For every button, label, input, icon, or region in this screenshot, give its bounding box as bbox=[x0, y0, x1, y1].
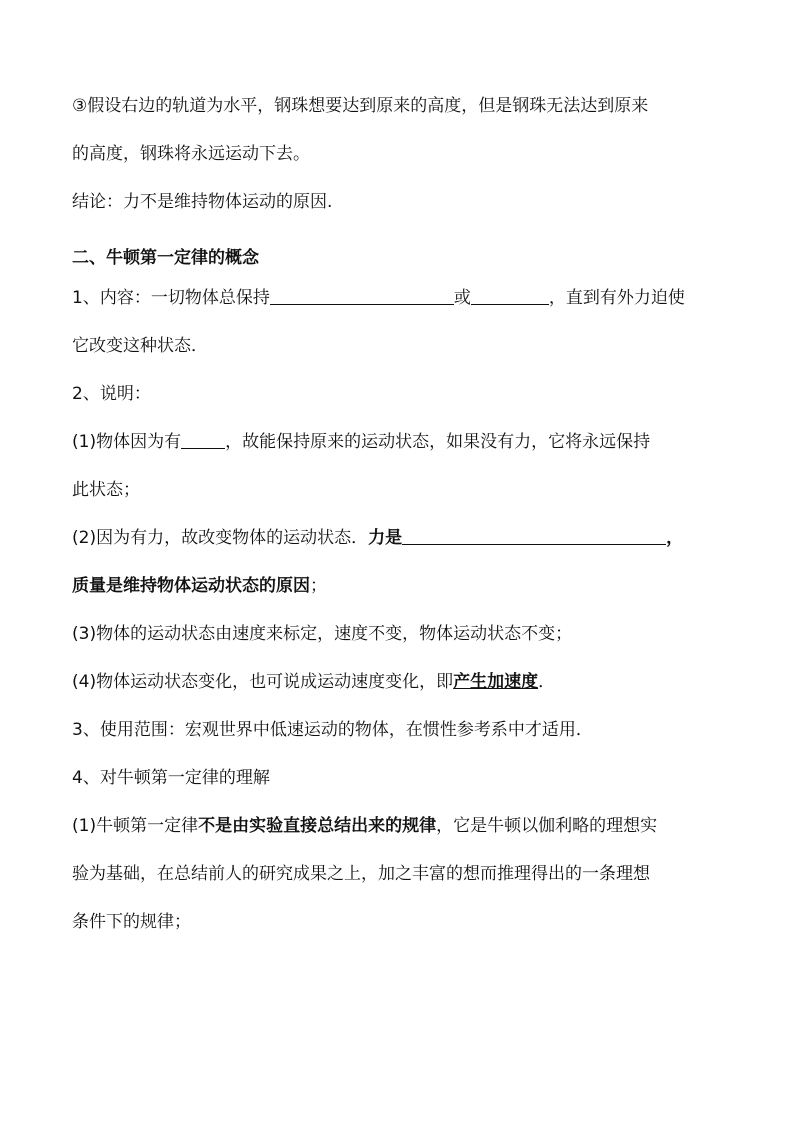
item1-content-line1 bbox=[72, 286, 722, 310]
under1-line1 bbox=[72, 814, 722, 838]
bold-text: 力是 bbox=[368, 528, 403, 548]
bold-text: ， bbox=[666, 528, 684, 548]
text: 4、对牛顿第一定律的理解 bbox=[72, 768, 270, 788]
heading-text: 二、牛顿第一定律的概念 bbox=[72, 248, 259, 268]
under1-line2 bbox=[72, 862, 722, 886]
text: (2)因为有力，故改变物体的运动状态． bbox=[72, 528, 369, 548]
text: (4)物体运动状态变化，也可说成运动速度变化，即 bbox=[72, 672, 454, 692]
fill-blank-4[interactable] bbox=[402, 526, 666, 545]
sub3 bbox=[72, 622, 722, 646]
text: 结论：力不是维持物体运动的原因. bbox=[72, 192, 333, 212]
item1-content-line2 bbox=[72, 334, 722, 358]
text: 2、说明： bbox=[72, 384, 151, 404]
sub2-line1 bbox=[72, 526, 722, 550]
emphasis-text: 产生加速度 bbox=[453, 672, 539, 692]
text: 的高度，钢珠将永远运动下去。 bbox=[72, 144, 310, 164]
sub1-line1 bbox=[72, 430, 722, 454]
text: 条件下的规律； bbox=[72, 912, 191, 932]
text: (1)物体因为有 bbox=[72, 432, 182, 452]
text: (1)牛顿第一定律 bbox=[72, 816, 199, 836]
sub1-line2 bbox=[72, 478, 722, 502]
paragraph-assumption-line1 bbox=[72, 94, 722, 118]
item2-label bbox=[72, 382, 722, 406]
document-page bbox=[72, 94, 722, 934]
conclusion bbox=[72, 190, 722, 214]
text: (3)物体的运动状态由速度来标定，速度不变，物体运动状态不变； bbox=[72, 624, 573, 644]
item4 bbox=[72, 766, 722, 790]
text: ，它是牛顿以伽利略的理想实 bbox=[436, 816, 658, 836]
text: 1、内容：一切物体总保持 bbox=[72, 288, 270, 308]
text: 或 bbox=[453, 288, 471, 308]
bold-text: 不是由实验直接总结出来的规律 bbox=[198, 816, 437, 836]
fill-blank-1[interactable] bbox=[270, 286, 454, 305]
text: ③假设右边的轨道为水平，钢珠想要达到原来的高度，但是钢珠无法达到原来 bbox=[72, 96, 649, 116]
text: ，直到有外力迫使 bbox=[548, 288, 685, 308]
sub4 bbox=[72, 670, 722, 694]
section-heading bbox=[72, 246, 722, 270]
text: ． bbox=[538, 672, 556, 692]
text: 3、使用范围：宏观世界中低速运动的物体，在惯性参考系中才适用． bbox=[72, 720, 593, 740]
sub2-line2 bbox=[72, 574, 722, 598]
bold-text: 质量是维持物体运动状态的原因 bbox=[72, 576, 310, 596]
text: ； bbox=[310, 576, 327, 596]
under1-line3 bbox=[72, 910, 722, 934]
paragraph-assumption-line2 bbox=[72, 142, 722, 166]
fill-blank-2[interactable] bbox=[471, 286, 549, 305]
item3 bbox=[72, 718, 722, 742]
text: ，故能保持原来的运动状态，如果没有力，它将永远保持 bbox=[225, 432, 651, 452]
text: 此状态； bbox=[72, 480, 140, 500]
fill-blank-3[interactable] bbox=[181, 430, 225, 449]
text: 验为基础，在总结前人的研究成果之上，加之丰富的想而推理得出的一条理想 bbox=[72, 864, 650, 884]
text: 它改变这种状态． bbox=[72, 336, 208, 356]
